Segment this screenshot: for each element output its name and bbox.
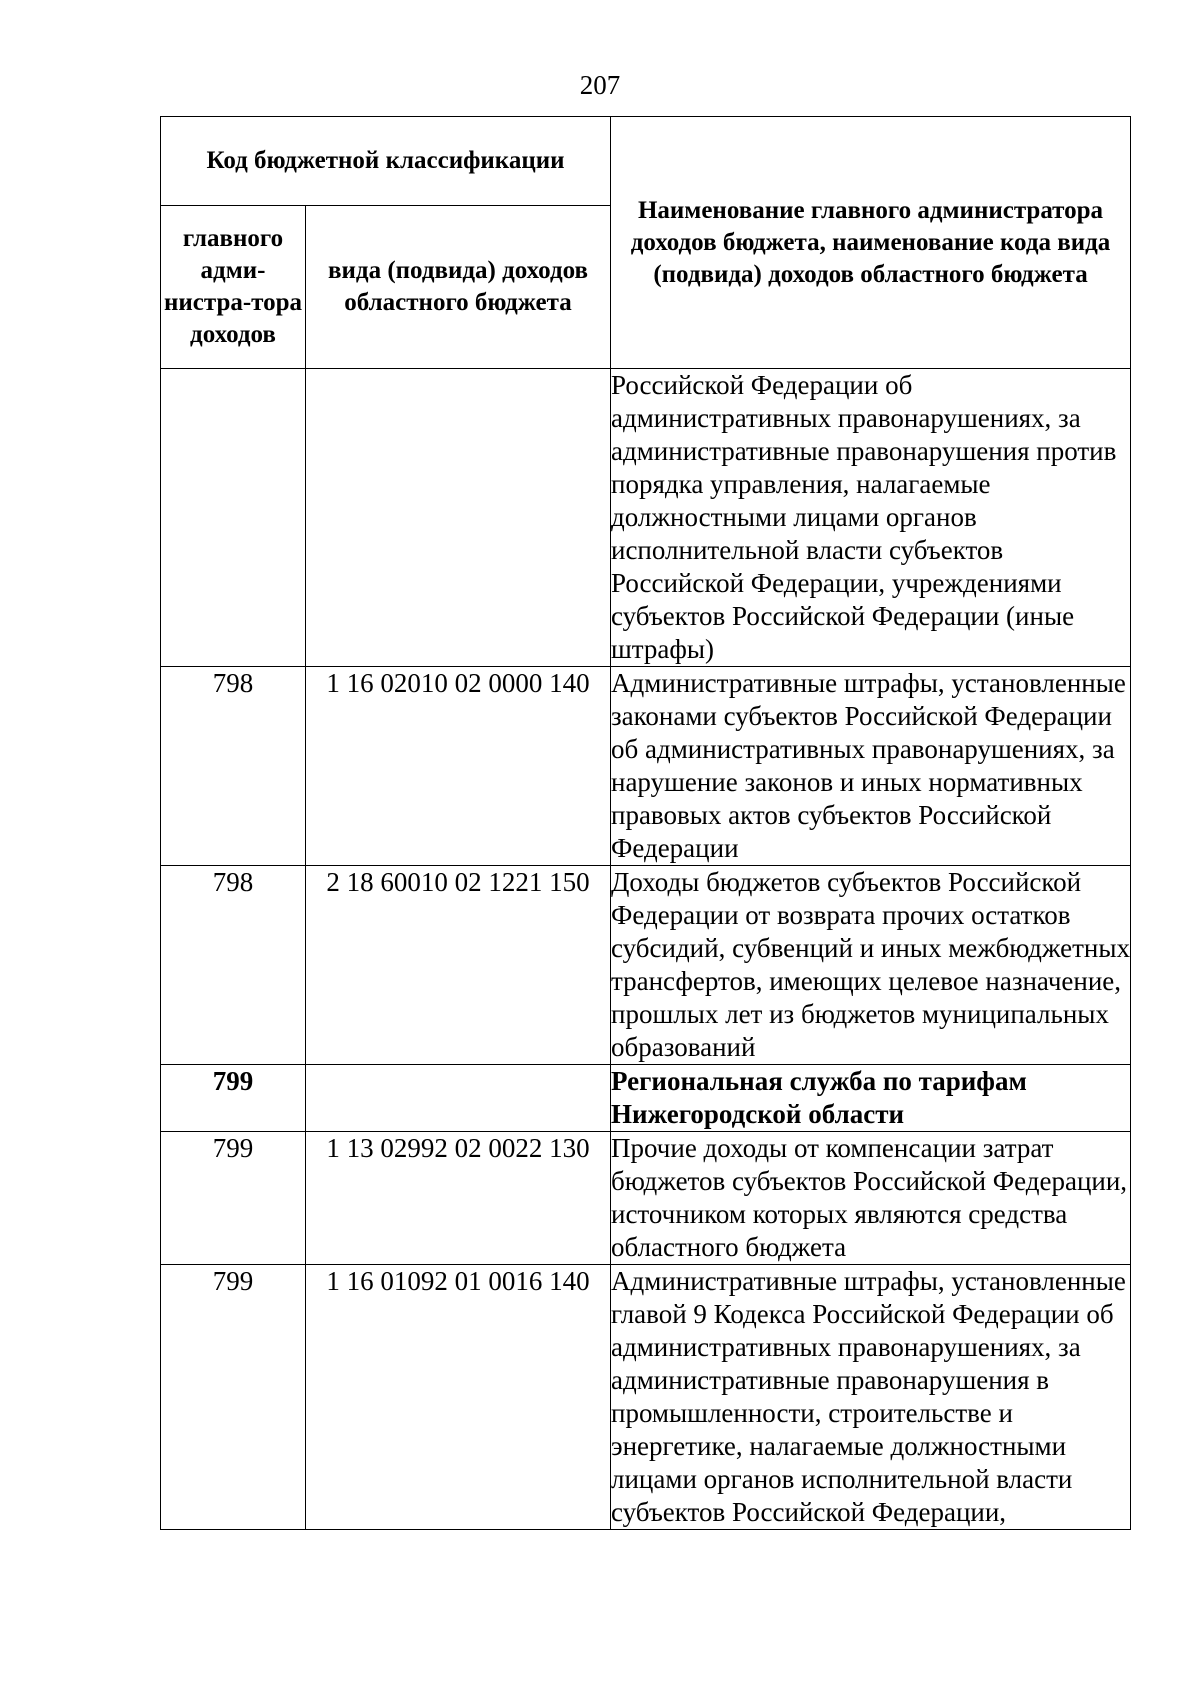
table-row [161, 369, 1131, 667]
income-name-cell: Региональная служба по тарифам Нижегородской области [611, 1065, 1131, 1132]
admin-code-cell: 798 [161, 866, 306, 1065]
header-name-column: Наименование главного администратора доходов бюджета, наименование кода вида (подвида) доходов областного бюджета [611, 117, 1131, 369]
income-name-cell: Прочие доходы от компенсации затрат бюджетов субъектов Российской Федерации, источником которых являются средства областного бюджета [611, 1132, 1131, 1265]
table-header [161, 117, 1131, 369]
income-code-cell: 1 16 01092 01 0016 140 [306, 1265, 611, 1530]
admin-code-cell: 798 [161, 667, 306, 866]
table-row [161, 667, 1131, 866]
table-row [161, 1132, 1131, 1265]
admin-code-cell: 799 [161, 1265, 306, 1530]
table-row [161, 1265, 1131, 1530]
table-row [161, 1065, 1131, 1132]
table-row [161, 866, 1131, 1065]
admin-code-cell: 799 [161, 1065, 306, 1132]
header-code-column: вида (подвида) доходов областного бюджета [306, 206, 611, 369]
income-code-cell: 2 18 60010 02 1221 150 [306, 866, 611, 1065]
admin-code-cell [161, 369, 306, 667]
income-code-cell: 1 16 02010 02 0000 140 [306, 667, 611, 866]
budget-classification-table [160, 116, 1131, 1530]
income-name-cell: Административные штрафы, установленные главой 9 Кодекса Российской Федерации об административных правонарушениях, за административные правонарушения в промышленности, строительстве и энергетике, налагаемые должностными лицами органов исполнительной власти субъектов Российской Федерации, [611, 1265, 1131, 1530]
table-body [161, 369, 1131, 1530]
income-code-cell [306, 1065, 611, 1132]
income-name-cell: Административные штрафы, установленные законами субъектов Российской Федерации об административных правонарушениях, за нарушение законов и иных нормативных правовых актов субъектов Российской Федерации [611, 667, 1131, 866]
income-name-cell: Доходы бюджетов субъектов Российской Федерации от возврата прочих остатков субсидий, субвенций и иных межбюджетных трансфертов, имеющих целевое назначение, прошлых лет из бюджетов муниципальных образований [611, 866, 1131, 1065]
income-name-cell: Российской Федерации об административных правонарушениях, за административные правонарушения против порядка управления, налагаемые должностными лицами органов исполнительной власти субъектов Российской Федерации, учреждениями субъектов Российской Федерации (иные штрафы) [611, 369, 1131, 667]
header-group-title: Код бюджетной классификации [161, 117, 611, 206]
page-number: 207 [579, 70, 621, 100]
income-code-cell [306, 369, 611, 667]
income-code-cell: 1 13 02992 02 0022 130 [306, 1132, 611, 1265]
admin-code-cell: 799 [161, 1132, 306, 1265]
header-admin-column: главного адми-нистра-тора доходов [161, 206, 306, 369]
